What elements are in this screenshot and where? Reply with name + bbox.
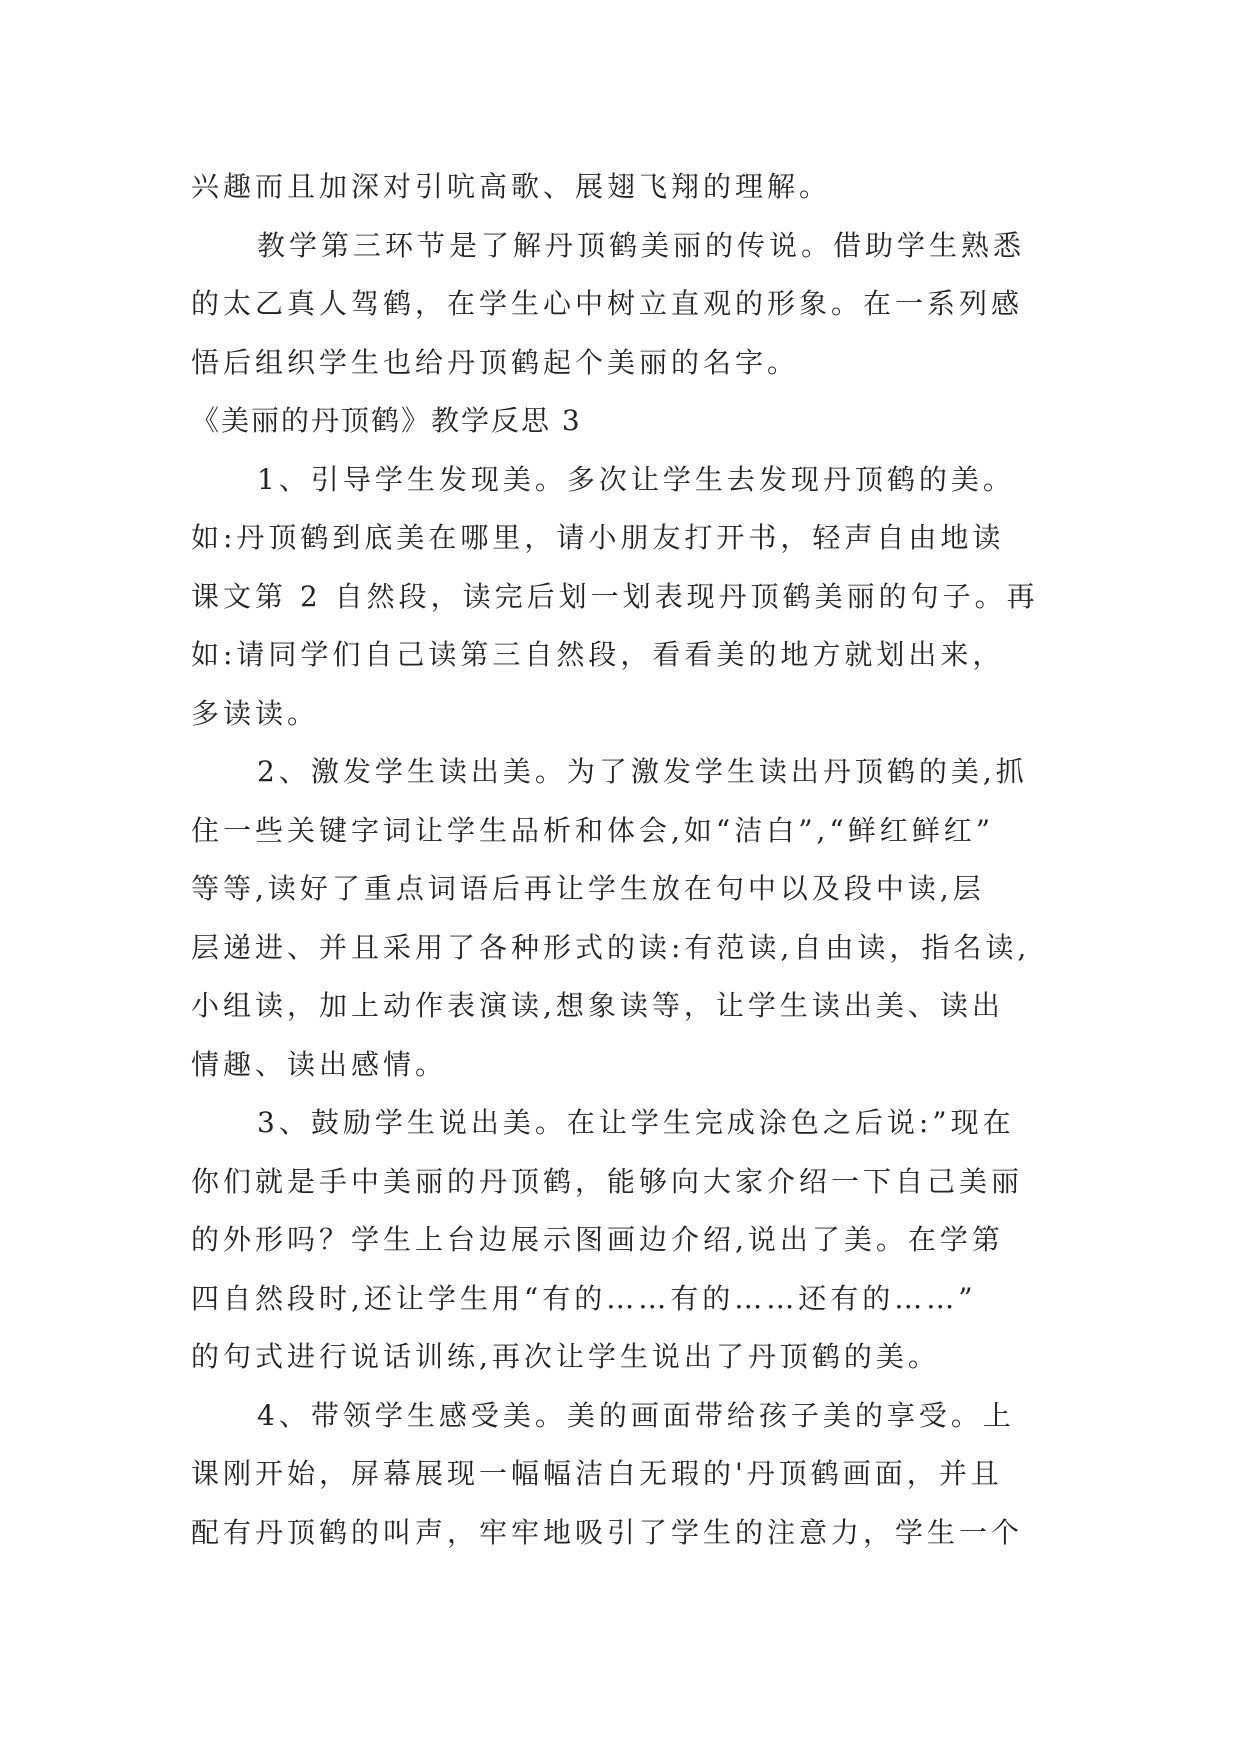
document-body (191, 158, 1051, 1562)
text-line: 课文第 2 自然段，读完后划一划表现丹顶鹤美丽的句子。再 (191, 579, 1039, 613)
text-line: 课刚开始，屏幕展现一幅幅洁白无瑕的'丹顶鹤画面，并且 (191, 1457, 1003, 1490)
text-line: 配有丹顶鹤的叫声，牢牢地吸引了学生的注意力，学生一个 (191, 1515, 1024, 1549)
text-line: 的太乙真人驾鹤，在学生心中树立直观的形象。在一系列感 (191, 287, 1024, 320)
text-line: 如:请同学们自己读第三自然段，看看美的地方就划出来， (191, 638, 1005, 671)
text-line: 如:丹顶鹤到底美在哪里，请小朋友打开书，轻声自由地读 (191, 521, 1005, 554)
text-line: 的外形吗？学生上台边展示图画边介绍,说出了美。在学第 (191, 1223, 1004, 1256)
text-line: 等等,读好了重点词语后再让学生放在句中以及段中读,层 (191, 872, 985, 905)
text-line: 3、鼓励学生说出美。在让学生完成涂色之后说:”现在 (257, 1106, 1015, 1139)
text-line: 多读读。 (191, 696, 320, 730)
text-line: 情趣、读出感情。 (191, 1047, 448, 1081)
text-line: 的句式进行说话训练,再次让学生说出了丹顶鹤的美。 (191, 1340, 940, 1373)
text-line: 层递进、并且采用了各种形式的读:有范读,自由读，指名读, (191, 930, 1031, 964)
text-line: 4、带领学生感受美。美的画面带给孩子美的享受。上 (257, 1398, 1015, 1432)
text-line: 2、激发学生读出美。为了激发学生读出丹顶鹤的美,抓 (257, 755, 1028, 788)
text-line: 教学第三环节是了解丹顶鹤美丽的传说。借助学生熟悉 (257, 228, 1026, 262)
text-line: 小组读，加上动作表演读,想象读等，让学生读出美、读出 (191, 989, 1004, 1022)
text-line: 你们就是手中美丽的丹顶鹤，能够向大家介绍一下自己美丽 (191, 1164, 1024, 1198)
text-line: 1、引导学生发现美。多次让学生去发现丹顶鹤的美。 (257, 462, 1015, 496)
section-heading: 《美丽的丹顶鹤》教学反思 3 (191, 404, 582, 437)
text-line: 悟后组织学生也给丹顶鹤起个美丽的名字。 (191, 345, 800, 379)
text-line: 兴趣而且加深对引吭高歌、展翅飞翔的理解。 (191, 170, 832, 203)
text-line: 四自然段时,还让学生用“有的……有的……还有的……” (191, 1281, 977, 1315)
text-line: 住一些关键字词让学生品析和体会,如“洁白”,“鲜红鲜红” (191, 813, 995, 847)
